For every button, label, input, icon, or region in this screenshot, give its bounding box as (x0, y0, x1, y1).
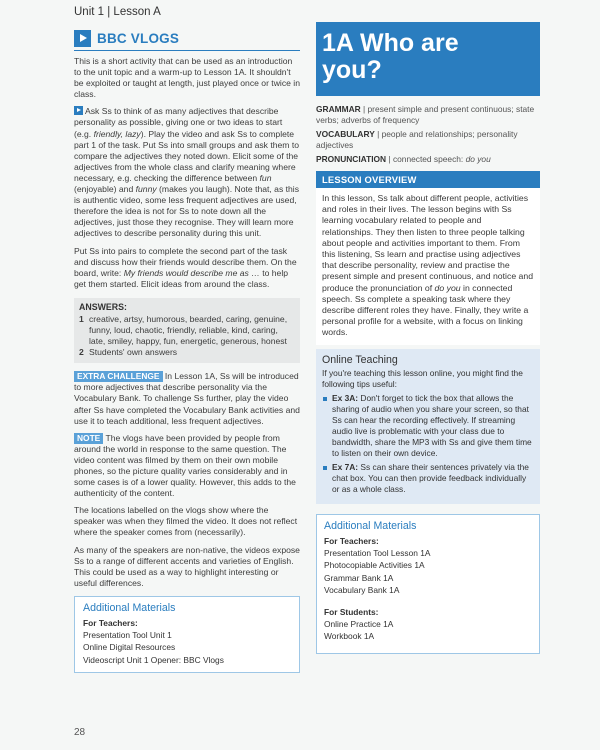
answer-item: 2 Students' own answers (79, 347, 178, 358)
bbc-vlogs-heading (74, 30, 300, 47)
lesson-focus (316, 104, 540, 165)
material-item: Presentation Tool Unit 1 (83, 629, 172, 640)
material-item: Online Practice 1A (324, 618, 394, 629)
extra-challenge-tag: EXTRA CHALLENGE (74, 371, 163, 382)
lesson-title-line-1: 1A Who are (322, 29, 459, 57)
online-teaching-box (316, 349, 540, 504)
locations-paragraph: The locations labelled on the vlogs show where the speaker was when they filmed the video. It does not reflect where the speaker comes from (necessarily). (74, 505, 298, 538)
right-column (316, 22, 540, 654)
online-teaching-title: Online Teaching (322, 353, 398, 366)
answer-item: 1 creative, artsy, humorous, bearded, caring, genuine, funny, loud, chaotic, friendly, reliable, kind, caring, late, smiley, happy, fun, energetic, generous, honest (79, 313, 288, 347)
for-teachers-heading: For Teachers: (324, 535, 379, 546)
note-paragraph: NOTE The vlogs have been provided by people from around the world in response to the same question. The video content was filmed by them on their own mobile phones, so the picture quality varies considerably and in some cases is of a lower quality. However, this adds to the authenticity of the content. (74, 432, 296, 499)
lesson-overview-heading: LESSON OVERVIEW (316, 171, 540, 188)
additional-materials-box-right (316, 514, 540, 654)
video-play-icon-small (74, 106, 83, 115)
grammar-focus: GRAMMAR | present simple and present continuous; state verbs; adverbs of frequency (316, 104, 535, 125)
extra-challenge-paragraph: EXTRA CHALLENGE In Lesson 1A, Ss will be introduced to more adjectives that describe personality via the Vocabulary Bank. To challenge Ss further, play the video after Ss have completed the Vocabulary Bank activities and use it to teach additional, less frequent adjectives. (74, 371, 300, 426)
online-teaching-intro: If you're teaching this lesson online, you might find the following tips useful: (322, 367, 523, 389)
bbc-vlogs-title: BBC VLOGS (97, 31, 180, 46)
material-item: Photocopiable Activities 1A (324, 560, 425, 571)
left-column (74, 30, 300, 673)
vlogs-paragraph-1: Ask Ss to think of as many adjectives that describe personality as possible, giving one or two ideas to start (e.g. friendly, lazy). Play the video and ask Ss to complete part 1 of the task. Put Ss into small groups and ask them to compare the adjectives they noted down. Elicit some of the adjectives from the whole class and clarify meaning where necessary, e.g. checking the difference between fun (enjoyable) and funny (makes you laugh). Note that, as this is authentic video, some less frequent adjectives are used, therefore the idea is not for Ss to note down all the adjectives, just those they recognise. They will learn more adjectives to describe personality during this unit. (74, 106, 300, 239)
material-item: Workbook 1A (324, 631, 375, 642)
vocabulary-focus: VOCABULARY | people and relationships; personality adjectives (316, 129, 518, 150)
bullet-icon (323, 466, 327, 470)
material-item: Online Digital Resources (83, 642, 176, 653)
vlogs-paragraph-2: Put Ss into pairs to complete the second part of the task and discuss how their friends would describe them. On the board, write: My friends would describe me as … to help get them started. Elicit ideas from around the class. (74, 245, 297, 289)
material-item: Videoscript Unit 1 Opener: BBC Vlogs (83, 654, 224, 665)
vlogs-intro: This is a short activity that can be used as an introduction to the unit topic and a warm-up to Lesson 1A. It shouldn't be exploited or taught at length, just played once or twice in class. (74, 56, 300, 100)
lesson-overview-text: In this lesson, Ss talk about different people, activities and roles in their lives. The lesson begins with Ss learning vocabulary related to people and relationships. They then listen to three people talking about people and activities important to them. From this listening, Ss learn and practise using adjectives that describe personality, review and practise the present simple and present continuous, and notice and produce the pronunciation of do you in connected speech. Ss complete a speaking task where they describe different roles they have. Finally, they write a personal profile for a website, with a focus on linking words. (316, 188, 540, 345)
answers-box (74, 298, 300, 363)
page-number: 28 (74, 727, 86, 738)
accents-paragraph: As many of the speakers are non-native, the videos expose Ss to a range of different accents and varieties of English. This could be used as a way to highlight interesting or useful differences. (74, 544, 300, 588)
for-teachers-heading: For Teachers: (83, 617, 138, 628)
video-play-icon (74, 30, 91, 47)
bullet-icon (323, 397, 327, 401)
online-tip: Ex 3A: Don't forget to tick the box that allows the sharing of audio when you share your screen, so that Ss can hear the recording effectively. If streaming audio live is problematic with your class due to bandwidth, share the MP3 with Ss and give them time to listen on their own device. (322, 393, 534, 459)
answers-heading: ANSWERS: (79, 301, 127, 312)
for-students-heading: For Students: (324, 606, 379, 617)
heading-rule (74, 50, 300, 51)
unit-lesson-header: Unit 1 | Lesson A (74, 6, 161, 18)
material-item: Vocabulary Bank 1A (324, 585, 400, 596)
pronunciation-focus: PRONUNCIATION | connected speech: do you (316, 154, 491, 164)
material-item: Presentation Tool Lesson 1A (324, 547, 431, 558)
material-item: Grammar Bank 1A (324, 572, 394, 583)
additional-materials-title: Additional Materials (83, 601, 176, 614)
additional-materials-title: Additional Materials (324, 519, 417, 532)
additional-materials-box (74, 596, 300, 674)
online-tip: Ex 7A: Ss can share their sentences privately via the chat box. You can then provide feedback individually or as a whole class. (322, 462, 534, 495)
lesson-title-line-2: you? (322, 56, 382, 84)
note-tag: NOTE (74, 433, 103, 444)
lesson-title-box (316, 22, 540, 96)
